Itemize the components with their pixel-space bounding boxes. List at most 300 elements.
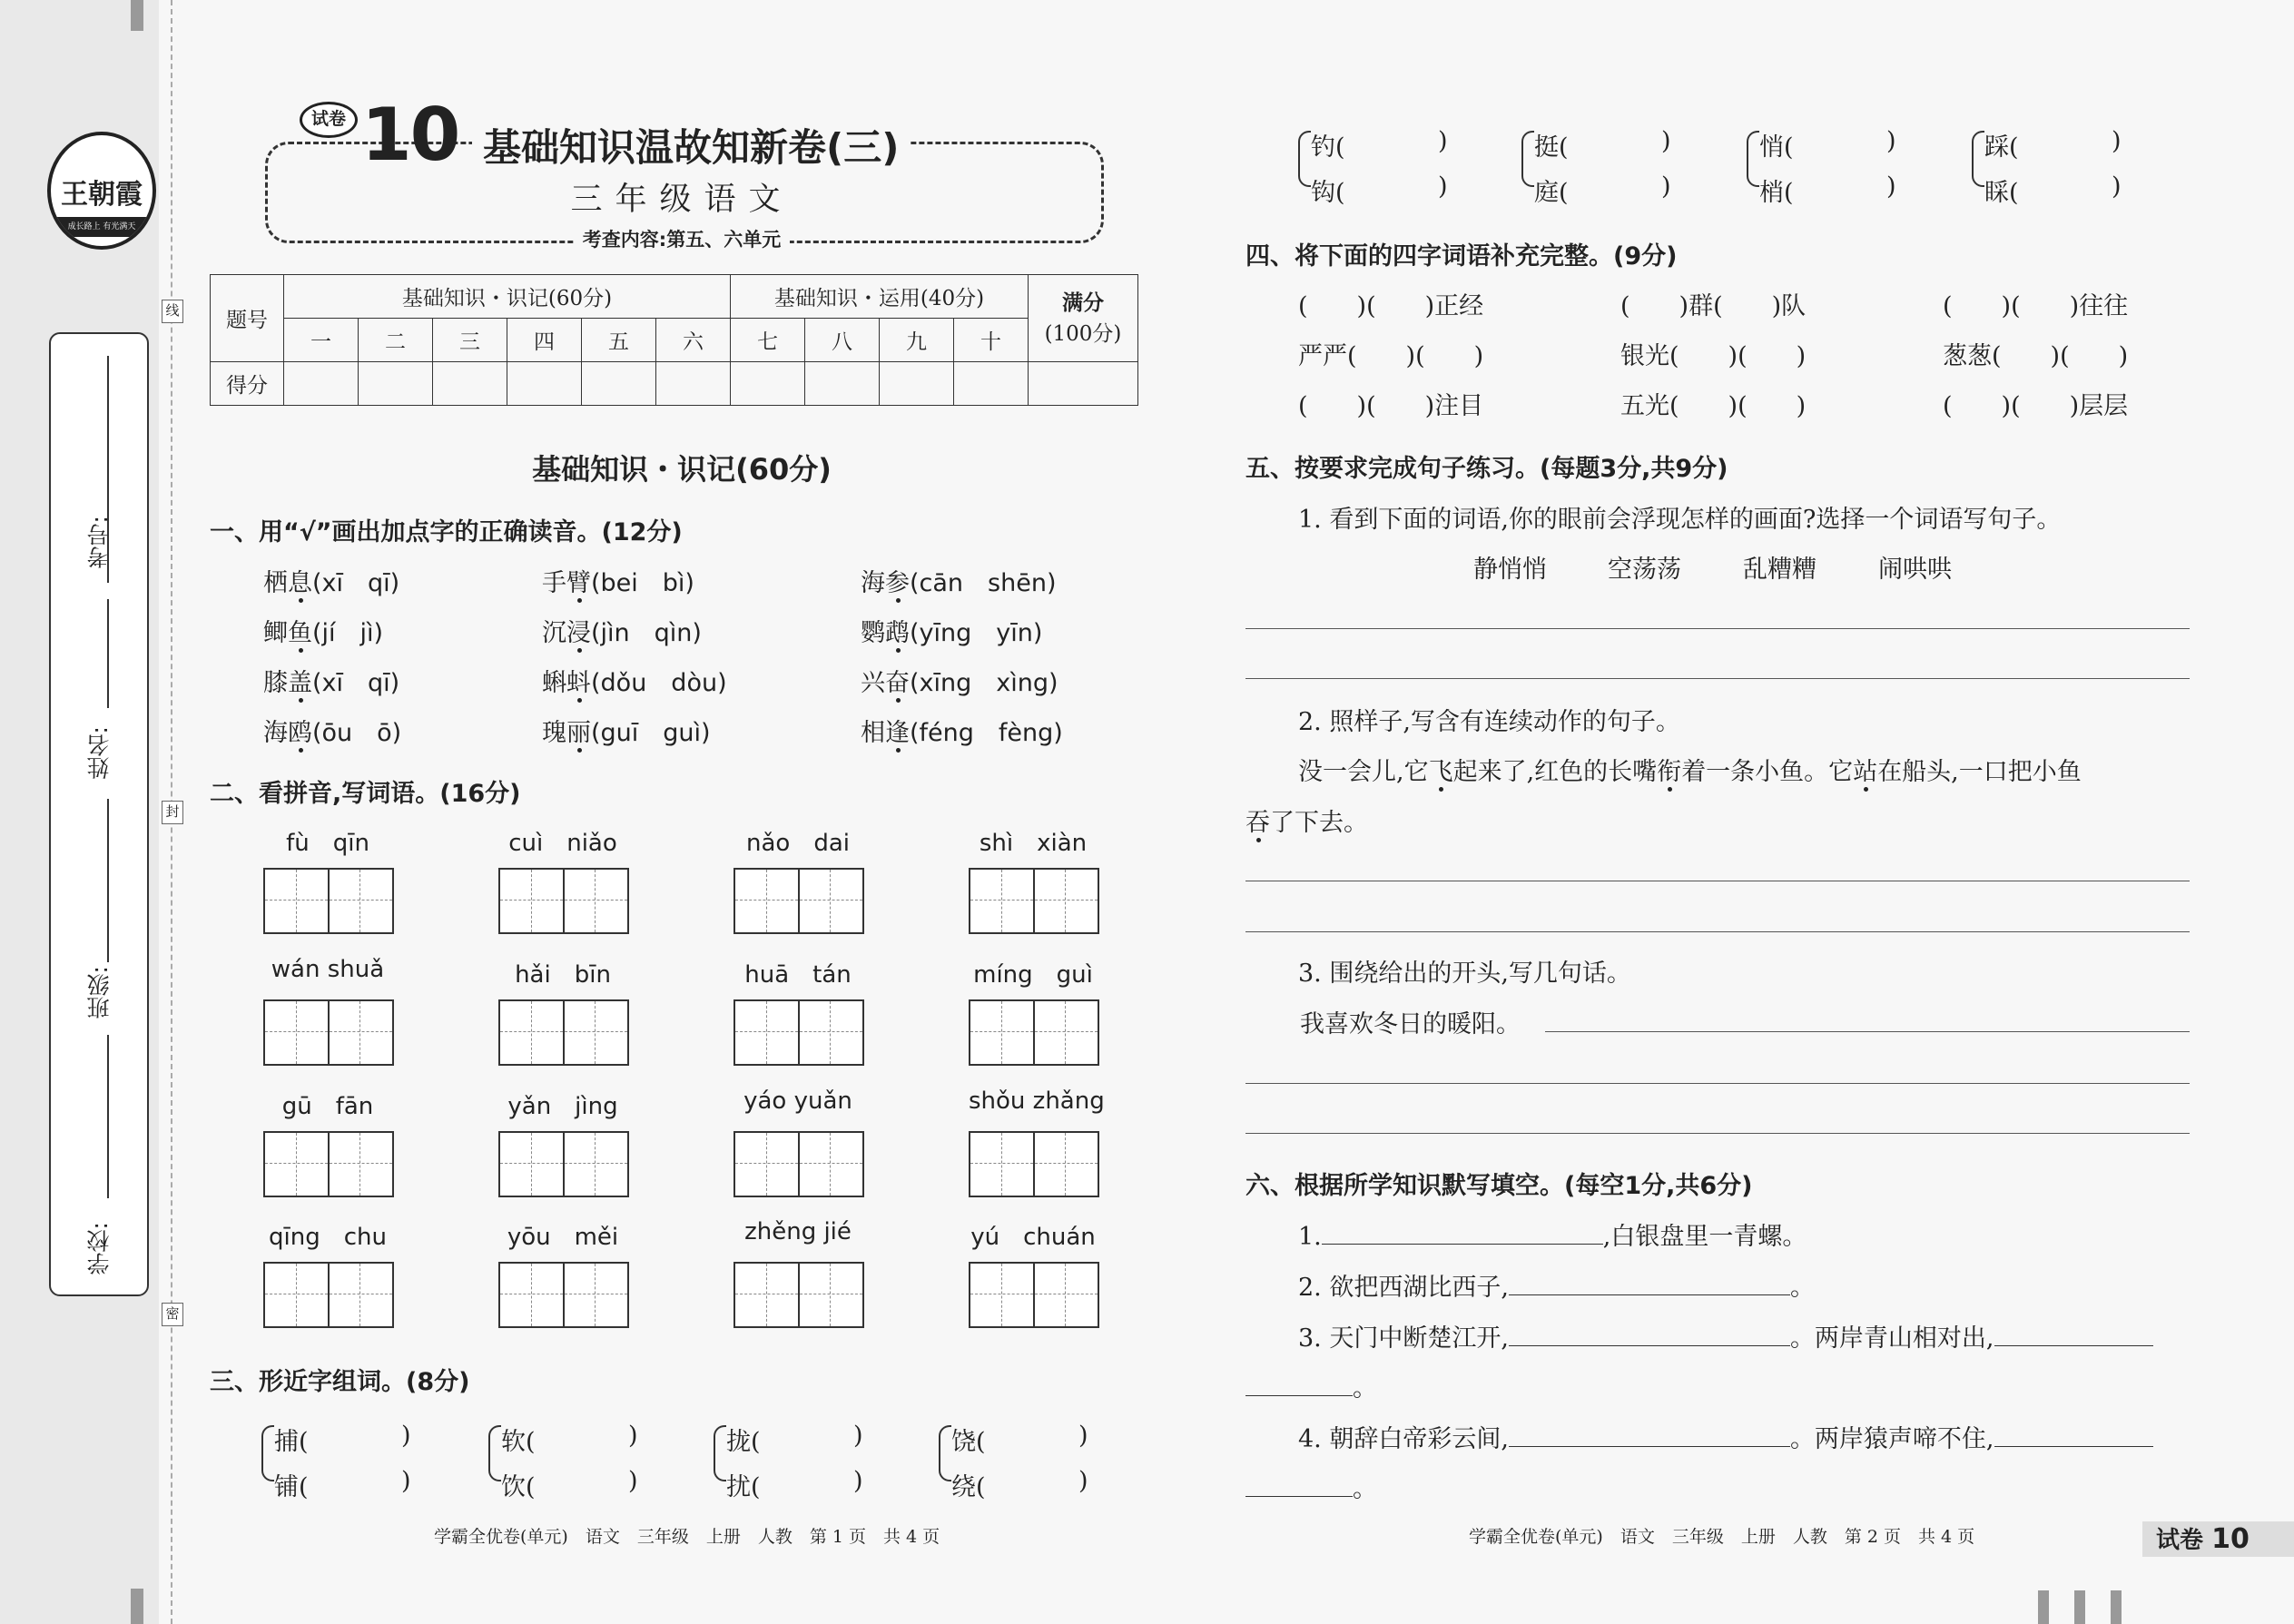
blank[interactable] <box>1322 1244 1603 1245</box>
guide-line <box>766 1001 767 1064</box>
logo-text: 王朝霞 <box>61 179 143 211</box>
close-paren: ) <box>853 1467 863 1495</box>
char: 鹦 <box>861 619 885 647</box>
text: 2. 欲把西湖比西子, <box>1298 1274 1509 1302</box>
close-paren: ) <box>1078 1422 1088 1450</box>
brace <box>1521 131 1534 187</box>
text: 在船头,一口把小鱼 <box>1877 758 2082 786</box>
logo-tagline: 成长路上 有光满天 <box>51 217 153 237</box>
paper-title: 基础知识温故知新卷(三) <box>472 118 910 172</box>
char: 海 <box>263 719 288 747</box>
close-paren: ) <box>2112 127 2122 155</box>
idiom-item[interactable]: 五光( )( ) <box>1620 392 1807 420</box>
school-label: 学校: <box>86 1222 113 1275</box>
guide-line <box>766 870 767 932</box>
registration-mark <box>131 1589 143 1624</box>
q1-item <box>263 613 383 648</box>
q1-item <box>861 713 1063 748</box>
guide-line <box>735 1163 862 1164</box>
answer-blank[interactable] <box>1347 132 1433 159</box>
pinyin-options[interactable]: (guī guì) <box>591 719 711 747</box>
q6-line3b <box>1245 1368 1377 1403</box>
pair-char: 挺( <box>1534 133 1569 162</box>
registration-mark <box>2038 1590 2049 1624</box>
pinyin-options[interactable]: (cān shēn) <box>910 569 1057 597</box>
q1-item <box>861 663 1058 698</box>
text: 。两岸猿声啼不住, <box>1789 1425 1994 1453</box>
blank[interactable] <box>1245 1496 1353 1497</box>
guide-line <box>830 870 831 932</box>
score-cell[interactable] <box>507 362 582 406</box>
dotted-char: 逢 <box>885 719 910 747</box>
q6-line4b <box>1245 1469 1377 1504</box>
answer-blank[interactable] <box>763 1426 849 1453</box>
guide-line <box>595 870 596 932</box>
writing-box[interactable] <box>263 999 394 1066</box>
q5-s2: 2. 照样子,写含有连续动作的句子。 <box>1298 708 1680 736</box>
guide-line <box>500 900 627 901</box>
q4-title: 四、将下面的四字词语补充完整。(9分) <box>1245 242 1678 271</box>
text: 了下去。 <box>1270 809 1368 837</box>
blank[interactable] <box>1509 1446 1790 1447</box>
guide-line <box>830 1264 831 1326</box>
answer-blank[interactable] <box>1796 177 1882 204</box>
text: 着一条小鱼。它 <box>1681 758 1854 786</box>
pinyin-label: fù qīn <box>286 830 369 857</box>
pinyin-label: yǎn jìng <box>507 1093 618 1120</box>
close-paren: ) <box>628 1422 638 1450</box>
guide-line <box>531 1001 532 1064</box>
pinyin-options[interactable]: (xī qī) <box>312 569 400 597</box>
guide-line <box>296 870 297 932</box>
exam-scope <box>265 225 1098 252</box>
q1-item <box>263 563 399 598</box>
close-paren: ) <box>2112 172 2122 201</box>
writing-box[interactable] <box>498 868 629 934</box>
q5-s3-start: 我喜欢冬日的暖阳。 <box>1300 1010 1521 1038</box>
close-paren: ) <box>853 1422 863 1450</box>
answer-line[interactable] <box>1245 1133 2190 1134</box>
pinyin-label: shǒu zhǎng <box>969 1088 1105 1115</box>
pinyin-options[interactable]: (yīng yīn) <box>910 619 1043 647</box>
dotted-char: 参 <box>885 569 910 597</box>
q5-title: 五、按要求完成句子练习。(每题3分,共9分) <box>1245 455 1728 483</box>
student-info-box <box>49 332 149 1296</box>
answer-blank[interactable] <box>310 1471 397 1499</box>
pair-char: 钩( <box>1311 179 1345 207</box>
text: 。 <box>1353 1475 1377 1503</box>
guide-line <box>830 1133 831 1196</box>
char: 膝 <box>263 669 288 697</box>
guide-line <box>296 1133 297 1196</box>
score-cell[interactable] <box>954 362 1029 406</box>
close-paren: ) <box>628 1467 638 1495</box>
guide-line <box>1001 870 1002 932</box>
guide-line <box>735 1031 862 1032</box>
pair-char: 扰( <box>726 1473 761 1501</box>
close-paren: ) <box>1661 172 1671 201</box>
guide-line <box>359 870 360 932</box>
answer-blank[interactable] <box>1570 177 1657 204</box>
text: ,白银盘里一青螺。 <box>1602 1223 1807 1251</box>
pair-char: 饮( <box>501 1473 536 1501</box>
guide-line <box>595 1133 596 1196</box>
writing-box[interactable] <box>733 1131 864 1197</box>
cut-mark-secret: 密 <box>162 1303 183 1326</box>
q5-word: 乱糟糟 <box>1743 556 1816 584</box>
guide-line <box>735 900 862 901</box>
answer-line[interactable] <box>1245 628 2190 629</box>
guide-line <box>531 870 532 932</box>
text: 。 <box>1789 1274 1815 1302</box>
pinyin-label: yú chuán <box>970 1224 1096 1251</box>
pinyin-label: nǎo dai <box>746 830 850 857</box>
close-paren: ) <box>1886 127 1896 155</box>
answer-blank[interactable] <box>537 1426 624 1453</box>
q-number: 六 <box>656 319 731 362</box>
answer-line[interactable] <box>1545 1031 2190 1032</box>
guide-line <box>1001 1264 1002 1326</box>
writing-box[interactable] <box>263 1131 394 1197</box>
guide-line <box>970 900 1098 901</box>
pinyin-label: shì xiàn <box>979 830 1088 857</box>
guide-line <box>1065 1133 1066 1196</box>
char: 海 <box>861 569 885 597</box>
q1-item <box>542 713 711 748</box>
text: 4. 朝辞白帝彩云间, <box>1298 1425 1509 1453</box>
blank[interactable] <box>1509 1294 1790 1295</box>
answer-line[interactable] <box>1245 931 2190 932</box>
pair-char: 钓( <box>1311 133 1345 162</box>
pair-char: 梢( <box>1759 179 1794 207</box>
pair-char: 捕( <box>274 1428 309 1456</box>
guide-line <box>531 1264 532 1326</box>
guide-line <box>766 1264 767 1326</box>
group-recall: 基础知识・识记(60分) <box>284 275 731 319</box>
guide-line <box>500 1031 627 1032</box>
row-label: 题号 <box>211 275 284 362</box>
pinyin-label: míng guì <box>973 961 1093 989</box>
exam-number-label: 考号: <box>86 516 113 569</box>
writing-box[interactable] <box>733 1262 864 1328</box>
q6-line1 <box>1298 1216 1807 1252</box>
full-score <box>1029 275 1138 362</box>
close-paren: ) <box>1078 1467 1088 1495</box>
char: 相 <box>861 719 885 747</box>
close-paren: ) <box>401 1467 411 1495</box>
pinyin-options[interactable]: (jìn qìn) <box>591 619 702 647</box>
section-title: 基础知识・识记(60分) <box>532 452 832 487</box>
pinyin-label: hǎi bīn <box>515 961 611 989</box>
tab-number: 10 <box>2211 1523 2250 1555</box>
score-cell[interactable] <box>359 362 433 406</box>
answer-blank[interactable] <box>988 1471 1074 1499</box>
score-cell[interactable] <box>1029 362 1138 406</box>
pair-char: 悄( <box>1759 133 1794 162</box>
pinyin-label: qīng chu <box>269 1224 387 1251</box>
guide-line <box>766 1133 767 1196</box>
idiom-item[interactable]: ( )( )注目 <box>1298 392 1484 420</box>
guide-line <box>265 1163 392 1164</box>
pinyin-label: zhěng jié <box>744 1218 852 1245</box>
q1-title: 一、用“√”画出加点字的正确读音。(12分) <box>210 518 683 546</box>
dotted-char: 浸 <box>566 619 591 647</box>
brace <box>261 1425 274 1481</box>
blank[interactable] <box>1509 1345 1790 1346</box>
guide-line <box>265 900 392 901</box>
group-usage: 基础知识・运用(40分) <box>731 275 1029 319</box>
answer-blank[interactable] <box>1796 132 1882 159</box>
brace <box>1747 131 1759 187</box>
cut-mark-line: 线 <box>162 300 183 323</box>
guide-line <box>500 1163 627 1164</box>
guide-line <box>1001 1001 1002 1064</box>
score-cell[interactable] <box>433 362 507 406</box>
q-number: 八 <box>805 319 880 362</box>
footer-left: 学霸全优卷(单元) 语文 三年级 上册 人教 第 1 页 共 4 页 <box>434 1527 940 1547</box>
score-cell[interactable] <box>284 362 359 406</box>
pinyin-options[interactable]: (jí jì) <box>312 619 384 647</box>
q5-word: 静悄悄 <box>1473 556 1547 584</box>
guide-line <box>970 1031 1098 1032</box>
guide-line <box>359 1133 360 1196</box>
answer-line[interactable] <box>1245 678 2190 679</box>
pinyin-options[interactable]: (ōu ō) <box>312 719 402 747</box>
q5-s3: 3. 围绕给出的开头,写几句话。 <box>1298 960 1631 988</box>
q2-title: 二、看拼音,写词语。(16分) <box>210 780 521 808</box>
guide-line <box>970 1163 1098 1164</box>
answer-blank[interactable] <box>763 1471 849 1499</box>
pinyin-options[interactable]: (xī qī) <box>312 669 400 697</box>
pair-char: 铺( <box>274 1473 309 1501</box>
guide-line <box>359 1264 360 1326</box>
paper-number: 10 <box>361 93 459 177</box>
brace <box>1972 131 1984 187</box>
guide-line <box>1065 1001 1066 1064</box>
q5-word: 闹哄哄 <box>1878 556 1952 584</box>
writing-box[interactable] <box>263 868 394 934</box>
dotted-char: 鸥 <box>288 719 312 747</box>
guide-line <box>830 1001 831 1064</box>
class-label: 班级: <box>86 966 113 1019</box>
answer-blank[interactable] <box>2021 177 2107 204</box>
q1-item <box>263 663 399 698</box>
writing-box[interactable] <box>498 999 629 1066</box>
q6-line2 <box>1298 1267 1815 1303</box>
q6-line4 <box>1298 1419 2153 1454</box>
q-number: 一 <box>284 319 359 362</box>
char: 鲫 <box>263 619 288 647</box>
pinyin-label: yōu měi <box>507 1224 619 1251</box>
q-number: 二 <box>359 319 433 362</box>
blank[interactable] <box>1994 1446 2153 1447</box>
registration-mark <box>131 0 143 31</box>
char: 沉 <box>542 619 566 647</box>
q5-word: 空荡荡 <box>1608 556 1681 584</box>
answer-blank[interactable] <box>2021 132 2107 159</box>
idiom-item[interactable]: ( )( )正经 <box>1298 292 1484 320</box>
close-paren: ) <box>1886 172 1896 201</box>
q1-item <box>542 663 727 698</box>
q-number: 四 <box>507 319 582 362</box>
pair-char: 踩( <box>1984 133 2019 162</box>
dotted-char: 息 <box>288 569 312 597</box>
char: 兴 <box>861 669 885 697</box>
text: 没一会儿,它 <box>1298 758 1429 786</box>
pair-char: 睬( <box>1984 179 2019 207</box>
blank[interactable] <box>1245 1395 1353 1396</box>
idiom-item[interactable]: ( )( )往往 <box>1943 292 2129 320</box>
score-cell[interactable] <box>805 362 880 406</box>
subject-line: 三年级语文 <box>570 182 793 218</box>
guide-line <box>1001 1133 1002 1196</box>
guide-line <box>1065 870 1066 932</box>
dotted-char: 吞 <box>1245 809 1270 837</box>
close-paren: ) <box>401 1422 411 1450</box>
guide-line <box>531 1133 532 1196</box>
guide-line <box>296 1264 297 1326</box>
pinyin-label: huā tán <box>744 961 852 989</box>
dotted-char: 盖 <box>288 669 312 697</box>
q1-item <box>861 563 1056 598</box>
score-cell[interactable] <box>582 362 656 406</box>
idiom-item[interactable]: 严严( )( ) <box>1298 342 1484 370</box>
close-paren: ) <box>1438 127 1448 155</box>
idiom-item[interactable]: 银光( )( ) <box>1620 342 1807 370</box>
tab-label: 试卷 <box>2156 1527 2204 1554</box>
q1-item <box>861 613 1042 648</box>
dotted-char: 鱼 <box>288 619 312 647</box>
idiom-item[interactable]: ( )( )层层 <box>1943 392 2129 420</box>
pinyin-label: yáo yuǎn <box>743 1088 852 1115</box>
q3-title: 三、形近字组词。(8分) <box>210 1368 470 1396</box>
pinyin-options[interactable]: (xīng xìng) <box>910 669 1058 697</box>
close-paren: ) <box>1661 127 1671 155</box>
score-table <box>210 274 1138 406</box>
class-field[interactable] <box>107 1035 109 1198</box>
full-score-label: 满分 <box>1062 290 1104 315</box>
guide-line <box>265 1031 392 1032</box>
footer-right: 学霸全优卷(单元) 语文 三年级 上册 人教 第 2 页 共 4 页 <box>1469 1527 1975 1547</box>
brace <box>939 1425 951 1481</box>
writing-box[interactable] <box>498 1262 629 1328</box>
q-number: 五 <box>582 319 656 362</box>
full-score-value: (100分) <box>1044 321 1122 346</box>
guide-line <box>359 1001 360 1064</box>
registration-mark <box>2111 1590 2122 1624</box>
registration-mark <box>2074 1590 2085 1624</box>
writing-box[interactable] <box>969 999 1099 1066</box>
q5-example-1 <box>1298 752 2082 787</box>
q-number: 三 <box>433 319 507 362</box>
answer-blank[interactable] <box>1570 132 1657 159</box>
pair-char: 拢( <box>726 1428 761 1456</box>
q6-line3 <box>1298 1318 2153 1353</box>
dotted-char: 鹉 <box>885 619 910 647</box>
answer-blank[interactable] <box>310 1426 397 1453</box>
dotted-char: 臂 <box>566 569 591 597</box>
char: 栖 <box>263 569 288 597</box>
q6-title: 六、根据所学知识默写填空。(每空1分,共6分) <box>1245 1172 1753 1200</box>
answer-blank[interactable] <box>988 1426 1074 1453</box>
pinyin-label: gū fān <box>281 1093 374 1120</box>
q5-s1: 1. 看到下面的词语,你的眼前会浮现怎样的画面?选择一个词语写句子。 <box>1298 506 2062 534</box>
score-label: 得分 <box>211 362 284 406</box>
writing-box[interactable] <box>969 1131 1099 1197</box>
q5-example-2 <box>1245 802 1368 838</box>
pinyin-label: wán shuǎ <box>271 956 385 983</box>
q-number: 九 <box>880 319 954 362</box>
answer-blank[interactable] <box>537 1471 624 1499</box>
guide-line <box>1065 1264 1066 1326</box>
answer-blank[interactable] <box>1347 177 1433 204</box>
q1-item <box>542 563 694 598</box>
brace <box>1298 131 1311 187</box>
dotted-char: 衔 <box>1657 758 1682 786</box>
q-number: 七 <box>731 319 805 362</box>
close-paren: ) <box>1438 172 1448 201</box>
pinyin-options[interactable]: (bei bì) <box>591 569 694 597</box>
text: 。 <box>1353 1374 1377 1403</box>
pinyin-options[interactable]: (féng fèng) <box>910 719 1063 747</box>
idiom-item[interactable]: 葱葱( )( ) <box>1943 342 2129 370</box>
paper-badge: 试卷 <box>300 102 358 138</box>
guide-line <box>595 1264 596 1326</box>
writing-box[interactable] <box>263 1262 394 1328</box>
text: 起来了,红色的长嘴 <box>1452 758 1658 786</box>
blank[interactable] <box>1994 1345 2153 1346</box>
writing-box[interactable] <box>733 999 864 1066</box>
char: 手 <box>542 569 566 597</box>
idiom-item[interactable]: ( )群( )队 <box>1620 292 1807 320</box>
brace <box>714 1425 726 1481</box>
dotted-char: 飞 <box>1428 758 1453 786</box>
pinyin-options[interactable]: (dǒu dòu) <box>591 669 727 697</box>
answer-line[interactable] <box>1245 1083 2190 1084</box>
score-cell[interactable] <box>731 362 805 406</box>
pinyin-label: cuì niǎo <box>508 830 617 857</box>
score-cell[interactable] <box>656 362 731 406</box>
char: 瑰 <box>542 719 566 747</box>
writing-box[interactable] <box>733 868 864 934</box>
exam-scope-text: 考查内容:第五、六单元 <box>574 229 790 251</box>
dotted-char: 奋 <box>885 669 910 697</box>
name-label: 姓名: <box>86 726 113 780</box>
q1-item <box>542 613 702 648</box>
cut-mark-seal: 封 <box>162 801 183 824</box>
name-field[interactable] <box>107 799 109 962</box>
score-cell[interactable] <box>880 362 954 406</box>
text: 3. 天门中断楚江开, <box>1298 1324 1509 1353</box>
writing-box[interactable] <box>969 1262 1099 1328</box>
brand-logo <box>47 132 156 250</box>
dotted-char: 站 <box>1853 758 1878 786</box>
writing-box[interactable] <box>969 868 1099 934</box>
guide-line <box>296 1001 297 1064</box>
exam-number-field-ext[interactable] <box>107 599 109 708</box>
q1-item <box>263 713 401 748</box>
dotted-char: 丽 <box>566 719 591 747</box>
text: 1. <box>1298 1223 1322 1251</box>
exam-number-field[interactable] <box>107 356 109 583</box>
paper-tab <box>2142 1521 2294 1557</box>
writing-box[interactable] <box>498 1131 629 1197</box>
pair-char: 庭( <box>1534 179 1569 207</box>
pair-char: 饶( <box>951 1428 986 1456</box>
guide-line <box>595 1001 596 1064</box>
text: 。两岸青山相对出, <box>1789 1324 1994 1353</box>
q-number: 十 <box>954 319 1029 362</box>
